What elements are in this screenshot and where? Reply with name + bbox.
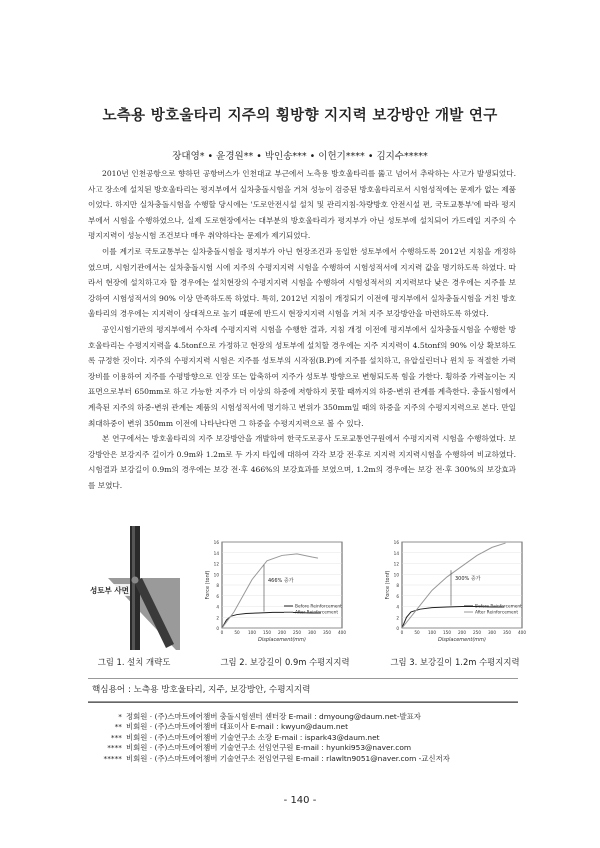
- footnote-rule: [88, 702, 518, 703]
- y-axis-label: Force (tonf): [205, 570, 211, 600]
- x-tick-label: 400: [338, 630, 346, 635]
- x-tick-label: 200: [278, 630, 286, 635]
- legend-entry: After Reinforcement: [295, 610, 339, 616]
- x-tick-label: 300: [488, 630, 496, 635]
- body-text: [88, 166, 516, 493]
- footnote: *** 비회원 · (주)스마트에어챔버 기술연구소 소장 E-mail : ispark43@daum.net: [110, 732, 380, 742]
- y-tick-label: 4: [396, 604, 399, 610]
- keywords: 핵심용어 : 노측용 방호울타리, 지주, 보강방안, 수평지지력: [92, 685, 311, 695]
- x-tick-label: 150: [263, 630, 271, 635]
- paragraph-3: 공인시험기관의 평지부에서 수차례 수평지지력 시험을 수행한 결과, 지침 개정 이전에 평지부에서 실차충돌시험을 수행한 방호울타리는 수평지지력을 4.5tonf으로 가정하고 현장의 성토부에 설치할 경우에는 지주 지지력이 4.5tonf의 90% 이상 확보하도록 규정한 것이다. 지주의 수평지지력 시험은 지주를 성토부의 시작점(B.P)에 지주를 설치하고, 유압실린더나 윈치 등 적절한 가력장비를 이용하여 지주를 수평방향으로 인장 또는 압축하여 지주가 성토부 방향으로 변형되도록 힘을 가한다. 횡하중 가력높이는 지표면으로부터 650mm로 하고 가능한 지주가 더 이상의 하중에 저항하지 못할 때까지의 하중-변위 관계를 계측한다. 충돌시험에서 계측된 지주의 하중-변위 관계는 제품의 시험성적서에 명기하고 변위가 350mm일 때의 하중을 지주의 수평지지력으로 본다. 만일 최대하중이 변위 350mm 이전에 나타난다면 그 하중을 수평지지력으로 볼 수 있다.: [88, 324, 516, 428]
- footnote: * 정회원 · (주)스마트에어챔버 충돌시험센터 센터장 E-mail : dmyoung@daum.net-발표자: [118, 712, 421, 721]
- x-tick-label: 200: [458, 630, 466, 635]
- page-number: - 140 -: [283, 795, 317, 806]
- y-tick-label: 0: [216, 626, 219, 631]
- y-tick-label: 14: [213, 550, 219, 556]
- y-tick-label: 6: [216, 593, 219, 599]
- x-axis-label: Displacement(mm): [257, 637, 307, 643]
- y-tick-label: 10: [213, 572, 219, 578]
- y-tick-label: 12: [213, 561, 219, 567]
- x-tick-label: 300: [308, 630, 316, 635]
- y-tick-label: 6: [396, 593, 399, 599]
- x-tick-label: 150: [443, 630, 451, 635]
- y-tick-label: 16: [213, 540, 219, 545]
- x-tick-label: 250: [293, 630, 301, 635]
- x-tick-label: 0: [220, 630, 224, 635]
- joint-bolt: [132, 577, 139, 584]
- increase-annotation: 466% 증가: [268, 578, 294, 584]
- y-tick-label: 8: [396, 583, 399, 588]
- y-tick-label: 16: [393, 540, 399, 545]
- x-axis-label: Displacement(mm): [437, 637, 487, 643]
- slope-label: 성토부 사면: [90, 586, 129, 595]
- paper-title: 노측용 방호울타리 지주의 횡방향 지지력 보강방안 개발 연구: [102, 108, 498, 124]
- x-tick-label: 400: [518, 630, 526, 635]
- footnote: ***** 비회원 · (주)스마트에어챔버 기술연구소 전임연구원 E-mail : rlawltn9051@naver.com -교신저자: [103, 753, 450, 763]
- y-tick-label: 12: [393, 561, 399, 567]
- x-tick-label: 100: [248, 630, 256, 635]
- paragraph-2: 이를 계기로 국토교통부는 실차충돌시험을 평지부가 아닌 현장조건과 동일한 성토부에서 수행하도록 2012년 지침을 개정하였으며, 시험기관에서는 실차충돌시험 시에 지주의 수평지지력 시험을 수행하여 시험성적서에 지지력 값을 명기하도록 하였다. 따라서 현장에 설치하고자 할 경우에는 설치현장의 수평지지력 시험을 수행하여 시험성적서의 지지력보다 낮은 경우에는 지주를 보강하여 시험성적서의 90% 이상 만족하도록 하였다. 특히, 2012년 지침이 개정되기 이전에 평지부에서 실차충돌시험을 거친 방호울타리의 경우에는 지지력이 상대적으로 높기 때문에 반드시 현장지지력 시험을 거쳐 지주 보강방안을 마련하도록 하였다.: [88, 246, 516, 319]
- y-tick-label: 2: [396, 615, 399, 621]
- chart-1.2m: [380, 536, 530, 648]
- footnotes: [88, 712, 518, 764]
- x-tick-label: 0: [400, 630, 404, 635]
- footnote: **** 비회원 · (주)스마트에어챔버 기술연구소 선임연구원 E-mail : hyunki953@naver.com: [107, 743, 412, 753]
- author-list: 장대영* • 윤경원** • 박인송*** • 이헌기**** • 김지수*****: [172, 151, 428, 162]
- paragraph-4: 본 연구에서는 방호울타리의 지주 보강방안을 개발하여 한국도로공사 도로교통연구원에서 수평지지력 시험을 수행하였다. 보강방안은 보강지주 길이가 0.9m와 1.2m로 두 가지 타입에 대하여 각각 보강 전·후로 지지력 지지력시험을 수행하여 비교하였다. 시험결과 보강길이 0.9m의 경우에는 보강 전·후 466%의 보강효과를 보였으며, 1.2m의 경우에는 보강 전·후 300%의 보강효과를 보였다.: [88, 434, 516, 490]
- legend-entry: Before Reinforcement: [475, 604, 522, 610]
- y-tick-label: 0: [396, 626, 399, 631]
- figure-2-caption: 그림 2. 보강길이 0.9m 수평지지력: [220, 657, 350, 667]
- legend-entry: After Reinforcement: [475, 610, 519, 616]
- x-tick-label: 250: [473, 630, 481, 635]
- keywords-bar: [88, 678, 518, 702]
- legend-entry: Before Reinforcement: [295, 604, 342, 610]
- figure-3-caption: 그림 3. 보강길이 1.2m 수평지지력: [390, 657, 520, 667]
- figure-1-caption: 그림 1. 설치 개략도: [97, 657, 171, 667]
- x-tick-label: 350: [323, 630, 331, 635]
- y-tick-label: 14: [393, 550, 399, 556]
- y-tick-label: 8: [216, 583, 219, 588]
- increase-annotation: 300% 증가: [455, 576, 481, 582]
- footnote: ** 비회원 · (주)스마트에어챔버 대표이사 E-mail : kwyun@daum.net: [114, 722, 349, 732]
- y-axis-label: Force (tonf): [385, 570, 391, 600]
- y-tick-label: 2: [216, 615, 219, 621]
- x-tick-label: 350: [503, 630, 511, 635]
- x-tick-label: 50: [414, 630, 420, 635]
- paragraph-1: 2010년 인천공항으로 향하던 공항버스가 인천대교 부근에서 노측용 방호울타리를 뚫고 넘어서 추락하는 사고가 발생되었다. 사고 장소에 설치된 방호울타리는 평지부에서 실차충돌시험을 거쳐 성능이 검증된 방호울타리로서 시험성적에는 문제가 없는 제품이었다. 하지만 실차충돌시험을 수행할 당시에는 '도로안전시설 설치 및 관리지침-차량방호 안전시설 편, 국토교통부'에 따라 평지부에서 시험을 수행하였으나, 실제 도로현장에서는 대부분의 방호울타리가 평지부가 아닌 성토부에 설치되어 가드레일 지주의 수평지지력이 성능시험 조건보다 매우 취약하다는 문제가 제기되었다.: [88, 169, 516, 241]
- x-tick-label: 100: [428, 630, 436, 635]
- chart-0.9m: [200, 536, 350, 648]
- x-tick-label: 50: [234, 630, 240, 635]
- y-tick-label: 4: [216, 604, 219, 610]
- y-tick-label: 10: [393, 572, 399, 578]
- installation-diagram: [88, 522, 180, 650]
